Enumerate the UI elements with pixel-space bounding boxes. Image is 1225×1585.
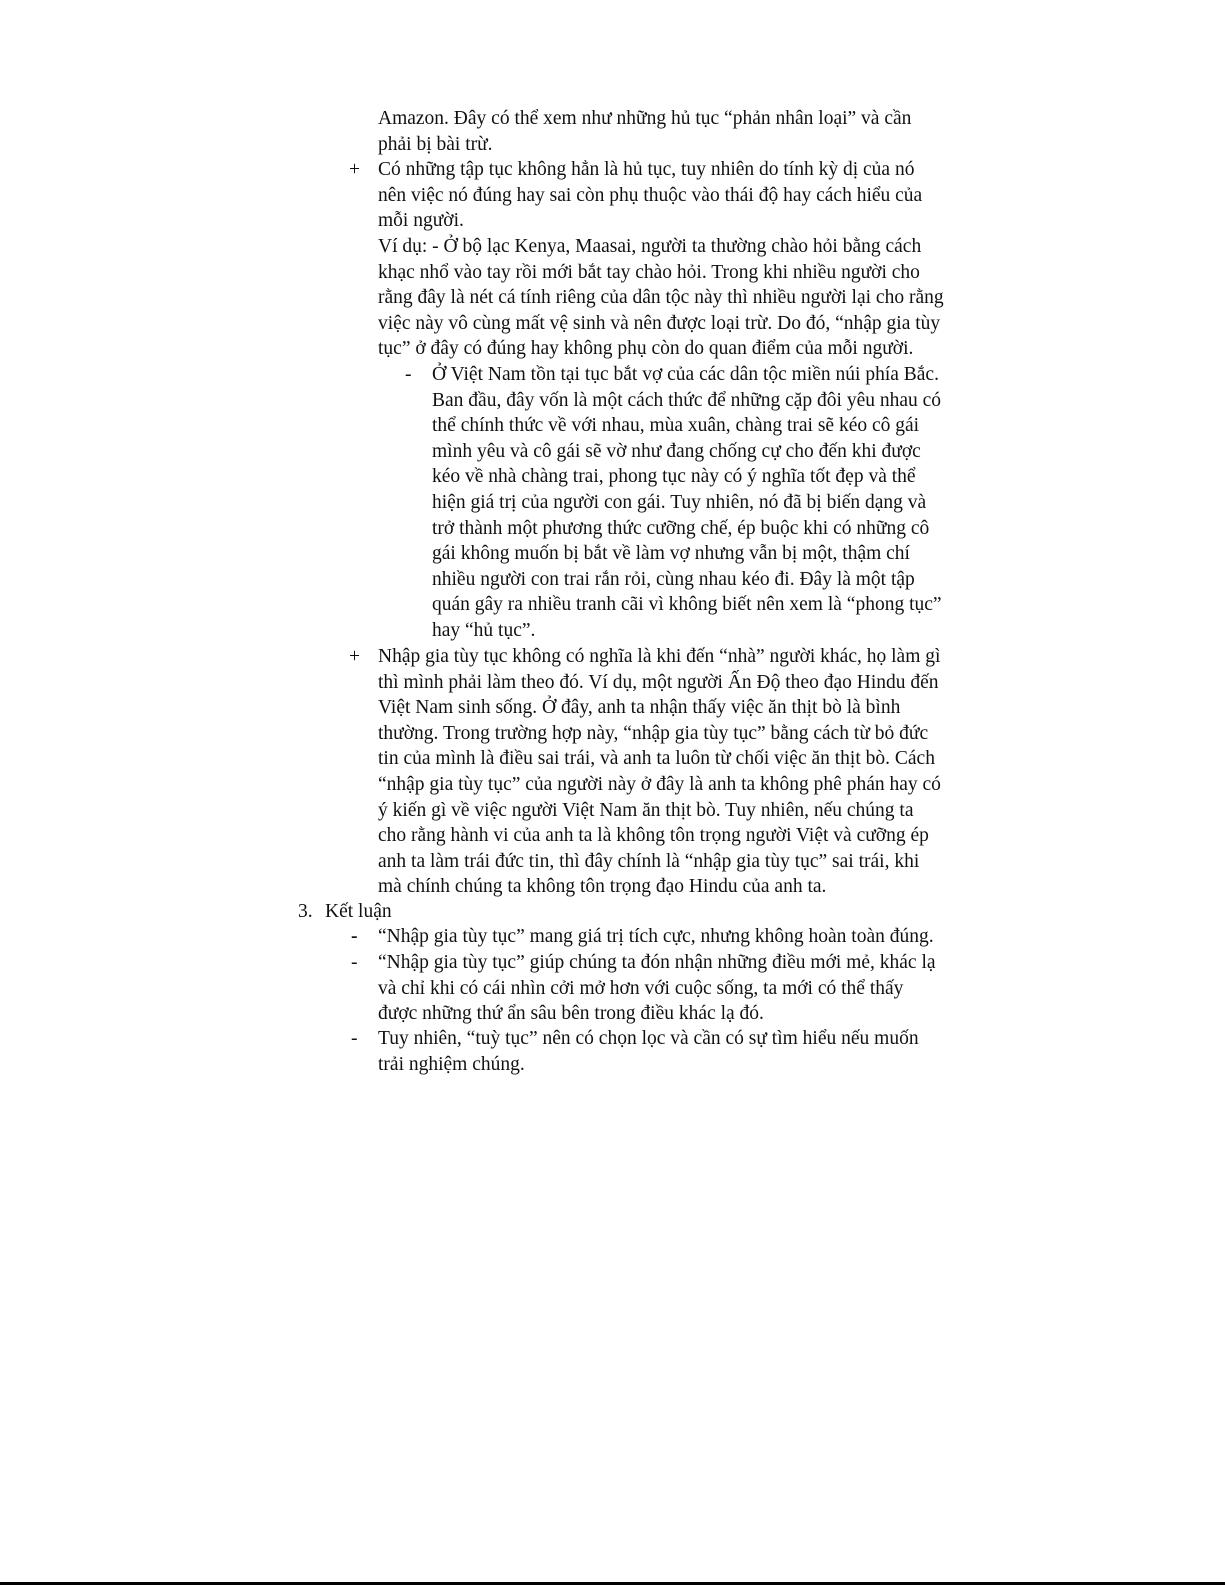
section-number: 3. [298,901,313,922]
plus-bullet-marker: + [349,646,360,667]
conclusion-item: Tuy nhiên, “tuỳ tục” nên có chọn lọc và cần có sự tìm hiểu nếu muốn trải nghiệm chúng. [378,1028,919,1075]
continuation-paragraph: Amazon. Đây có thể xem như những hủ tục “phản nhân loại” và cần phải bị bài trừ. [378,108,912,155]
conclusion-item: “Nhập gia tùy tục” mang giá trị tích cực, nhưng không hoàn toàn đúng. [378,926,934,947]
plus-item-1: Có những tập tục không hẳn là hủ tục, tuy nhiên do tính kỳ dị của nó nên việc nó đúng hay sai còn phụ thuộc vào thái độ hay cách hiểu của mỗi người. [378,159,923,232]
plus-bullet-marker: + [349,159,360,180]
conclusion-item: “Nhập gia tùy tục” giúp chúng ta đón nhận những điều mới mẻ, khác lạ và chỉ khi có cái nhìn cởi mở hơn với cuộc sống, ta mới có thể thấy được những thứ ẩn sâu bên trong điều khác lạ đó. [378,952,936,1025]
plus-item-2: Nhập gia tùy tục không có nghĩa là khi đến “nhà” người khác, họ làm gì thì mình phải làm theo đó. Ví dụ, một người Ấn Độ theo đạo Hindu đến Việt Nam sinh sống. Ở đây, anh ta nhận thấy việc ăn thịt bò là bình thường. Trong trường hợp này, “nhập gia tùy tục” bằng cách từ bỏ đức tin của mình là điều sai trái, và anh ta luôn từ chối việc ăn thịt bò. Cách “nhập gia tùy tục” của người này ở đây là anh ta không phê phán hay có ý kiến gì về việc người Việt Nam ăn thịt bò. Tuy nhiên, nếu chúng ta cho rằng hành vi của anh ta là không tôn trọng người Việt và cưỡng ép anh ta làm trái đức tin, thì đây chính là “nhập gia tùy tục” sai trái, khi mà chính chúng ta không tôn trọng đạo Hindu của anh ta. [378,646,941,898]
example-kenya-paragraph: Ví dụ: - Ở bộ lạc Kenya, Maasai, người ta thường chào hỏi bằng cách khạc nhổ vào tay rồi mới bắt tay chào hỏi. Trong khi nhiều người cho rằng đây là nét cá tính riêng của dân tộc này thì nhiều người lại cho rằng việc này vô cùng mất vệ sinh và nên được loại trừ. Do đó, “nhập gia tùy tục” ở đây có đúng hay không phụ còn do quan điểm của mỗi người. [378,236,944,360]
dash-bullet-marker: - [351,1028,358,1049]
dash-bullet-marker: - [351,952,358,973]
dash-bullet-marker: - [405,364,412,385]
dash-bullet-marker: - [351,926,358,947]
section-title: Kết luận [325,901,392,922]
example-vietnam-paragraph: Ở Việt Nam tồn tại tục bắt vợ của các dân tộc miền núi phía Bắc. Ban đầu, đây vốn là một cách thức để những cặp đôi yêu nhau có thể chính thức về với nhau, mùa xuân, chàng trai sẽ kéo cô gái mình yêu và cô gái sẽ vờ như đang chống cự cho đến khi được kéo về nhà chàng trai, phong tục này có ý nghĩa tốt đẹp và thể hiện giá trị của người con gái. Tuy nhiên, nó đã bị biến dạng và trở thành một phương thức cưỡng chế, ép buộc khi có những cô gái không muốn bị bắt về làm vợ nhưng vẫn bị một, thậm chí nhiều người con trai rắn rỏi, cùng nhau kéo đi. Đây là một tập quán gây ra nhiều tranh cãi vì không biết nên xem là “phong tục” hay “hủ tục”. [432,364,942,641]
